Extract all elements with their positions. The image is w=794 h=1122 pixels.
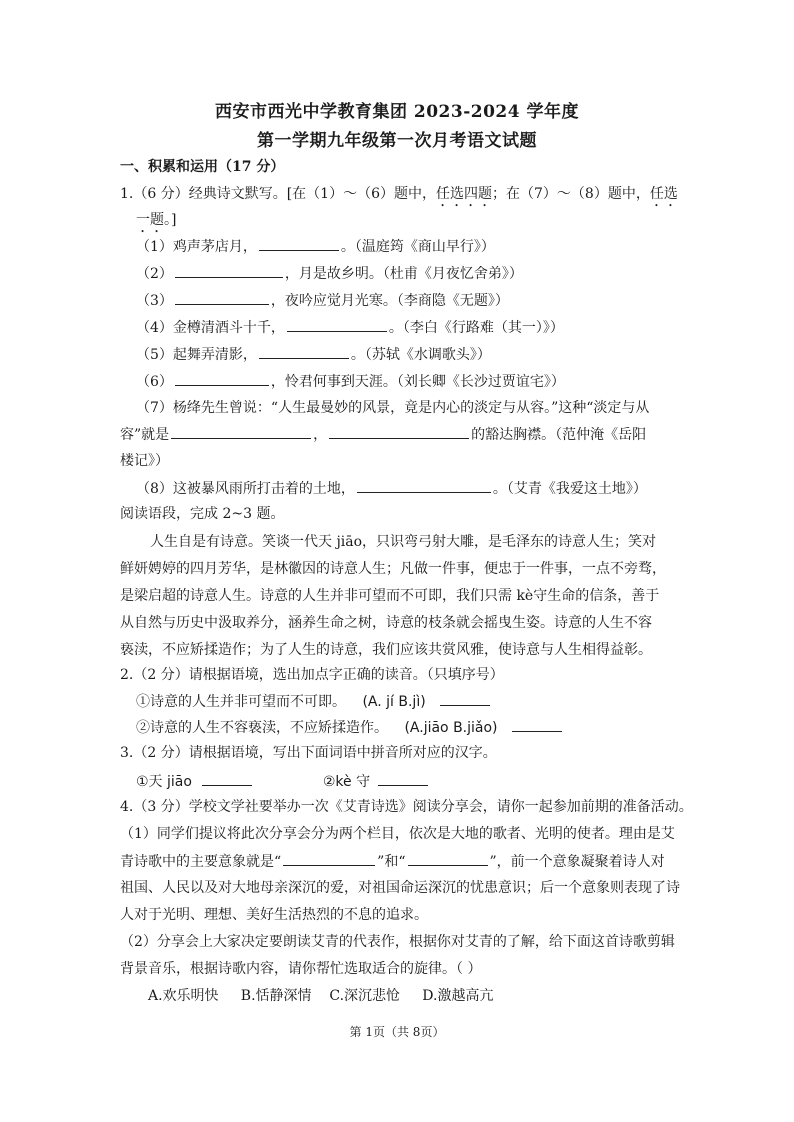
q1-item-7-line2 [120, 424, 646, 445]
q4-sub1-line1: （1）同学们提议将此次分享会分为两个栏目，依次是大地的歌者、光明的使者。理由是艾 [120, 826, 675, 842]
q1-item-text: （4）金樽清酒斗十千， [136, 320, 285, 336]
q3-item-1: ①天 jiāo [136, 774, 192, 790]
q2-option-1 [136, 691, 492, 712]
q1-emphasis-one: 一题 [136, 212, 164, 228]
q1-item-text: （8）这被暴风雨所打击着的土地， [136, 481, 355, 497]
answer-blank[interactable] [408, 851, 488, 866]
q4-sub1-line4: 人对于光明、理想、美好生活热烈的不息的追求。 [120, 907, 428, 923]
answer-blank[interactable] [202, 771, 252, 786]
q3-item-2-char: 守 [351, 774, 371, 790]
answer-blank[interactable] [378, 771, 428, 786]
q1-item-3 [136, 290, 509, 311]
q4-sub1-line2 [120, 851, 665, 872]
answer-blank[interactable] [283, 851, 375, 866]
q1-item-text: ，月是故乡明。（杜甫《月夜忆舍弟》） [284, 266, 523, 282]
answer-blank[interactable] [259, 236, 339, 251]
q1-item-text: 。（艾青《我爱这土地》） [492, 481, 647, 497]
answer-blank[interactable] [175, 371, 269, 386]
reading-intro: 阅读语段，完成 2~3 题。 [120, 506, 285, 522]
q1-item-6 [136, 371, 565, 392]
passage-line: 人生自是有诗意。笑谈一代天 jiāo，只识弯弓射大雕，是毛泽东的诗意人生；笑对 [150, 534, 657, 550]
answer-blank[interactable] [329, 424, 469, 439]
q1-item-text: （6） [136, 374, 173, 390]
q1-item-text: ，夜吟应觉月光寒。（李商隐《无题》） [270, 293, 509, 309]
q1-item-text: （5）起舞弄清影， [136, 347, 257, 363]
q1-stem-cont [136, 210, 176, 236]
answer-blank[interactable] [512, 717, 562, 732]
q1-item-7-line1: （7）杨绛先生曾说：“人生最曼妙的风景，竟是内心的淡定与从容。”这种“淡定与从 [136, 400, 650, 416]
q2-option-2 [136, 717, 564, 738]
page-number: 第 1页（共 8页） [349, 1025, 445, 1039]
q1-item-text: （1）鸡声茅店月， [136, 239, 257, 255]
passage-line: 亵渎，不应矫揉造作；为了人生的诗意，我们应该共赏风雅，使诗意与人生相得益彰。 [120, 642, 652, 658]
q4-text: ”和“ [377, 854, 406, 870]
q2-stem: 2.（2 分）请根据语境，选出加点字正确的读音。（只填序号） [120, 667, 504, 683]
q1-item-text: ， [313, 427, 328, 443]
q2-option-choices: (A. jí B.jì) [362, 694, 426, 710]
q1-stem-text: 1.（6 分）经典诗文默写。[在（1）～（6）题中， [120, 186, 436, 202]
q1-item-1 [136, 236, 495, 257]
q3-stem: 3.（2 分）请根据语境，写出下面词语中拼音所对应的汉字。 [120, 745, 497, 761]
answer-blank[interactable] [175, 290, 269, 305]
q4-text: ”，前一个意象凝聚着诗人对 [489, 854, 665, 870]
q1-item-7-line3: 楼记》） [120, 453, 169, 469]
q4-sub1-line3: 祖国、人民以及对大地母亲深沉的爱，对祖国命运深沉的忧患意识；后一个意象则表现了诗 [120, 880, 680, 896]
q3-answer-row [136, 771, 430, 792]
q1-stem-text: 。] [164, 212, 177, 228]
q1-item-text: ，怜君何事到天涯。（刘长卿《长沙过贾谊宅》） [270, 374, 565, 390]
q1-emphasis-choose: 任选 [649, 186, 678, 202]
q1-item-text: 。（温庭筠《商山早行》） [340, 239, 495, 255]
q1-item-text: 容”就是 [120, 427, 170, 443]
exam-title-line1: 西安市西光中学教育集团 2023-2024 学年度 [214, 102, 580, 122]
q1-item-text: （3） [136, 293, 173, 309]
answer-blank[interactable] [357, 478, 491, 493]
passage-line: 从自然与历史中汲取养分，涵养生命之树，诗意的枝条就会摇曳生姿。诗意的人生不容 [120, 615, 652, 631]
q1-item-text: 。（苏轼《水调歌头》） [350, 347, 491, 363]
exam-title-line2: 第一学期九年级第一次月考语文试题 [257, 131, 537, 151]
q2-option-choices: (A.jiāo B.jiǎo) [404, 720, 498, 736]
q1-item-5 [136, 344, 491, 365]
answer-blank[interactable] [175, 263, 283, 278]
q4-sub2-line2: 背景音乐，根据诗歌内容，请你帮忙选取适合的旋律。（ ） [120, 961, 482, 977]
q4-choices: A.欢乐明快 B.恬静深情 C.深沉悲怆 D.激越高亢 [148, 988, 494, 1004]
q1-item-text: 的豁达胸襟。（范仲淹《岳阳 [471, 427, 647, 443]
q1-item-text: （2） [136, 266, 173, 282]
answer-blank[interactable] [171, 424, 311, 439]
q1-emphasis-choose-four: 任选四题 [436, 186, 492, 202]
q2-option-text: ①诗意的人生并非可望而不可即。 [136, 694, 346, 710]
q1-item-text: 。（李白《行路难（其一）》） [388, 320, 564, 336]
answer-blank[interactable] [287, 317, 387, 332]
q1-item-4 [136, 317, 564, 338]
passage-line: 是梁启超的诗意人生。诗意的人生并非可望而不可即，我们只需 kè守生命的信条，善于 [120, 588, 660, 604]
passage-line: 鲜妍娉婷的四月芳华，是林徽因的诗意人生；凡做一件事，便忠于一件事，一点不旁骛， [120, 561, 666, 577]
q1-stem [120, 184, 678, 210]
answer-blank[interactable] [440, 691, 490, 706]
q1-item-8 [136, 478, 647, 499]
q4-text: 青诗歌中的主要意象就是“ [120, 854, 282, 870]
q4-stem: 4.（3 分）学校文学社要举办一次《艾青诗选》阅读分享会，请你一起参加前期的准备活动。 [120, 799, 693, 815]
q1-stem-text: ；在（7）～（8）题中， [492, 186, 650, 202]
section-heading: 一、积累和运用（17 分） [120, 159, 285, 175]
q3-item-2: ②kè [322, 774, 352, 790]
q4-sub2-line1: （2）分享会上大家决定要朗读艾青的代表作，根据你对艾青的了解，给下面这首诗歌剪辑 [120, 934, 675, 950]
q2-option-text: ②诗意的人生不容亵渎，不应矫揉造作。 [136, 720, 388, 736]
q1-item-2 [136, 263, 523, 284]
answer-blank[interactable] [259, 344, 349, 359]
